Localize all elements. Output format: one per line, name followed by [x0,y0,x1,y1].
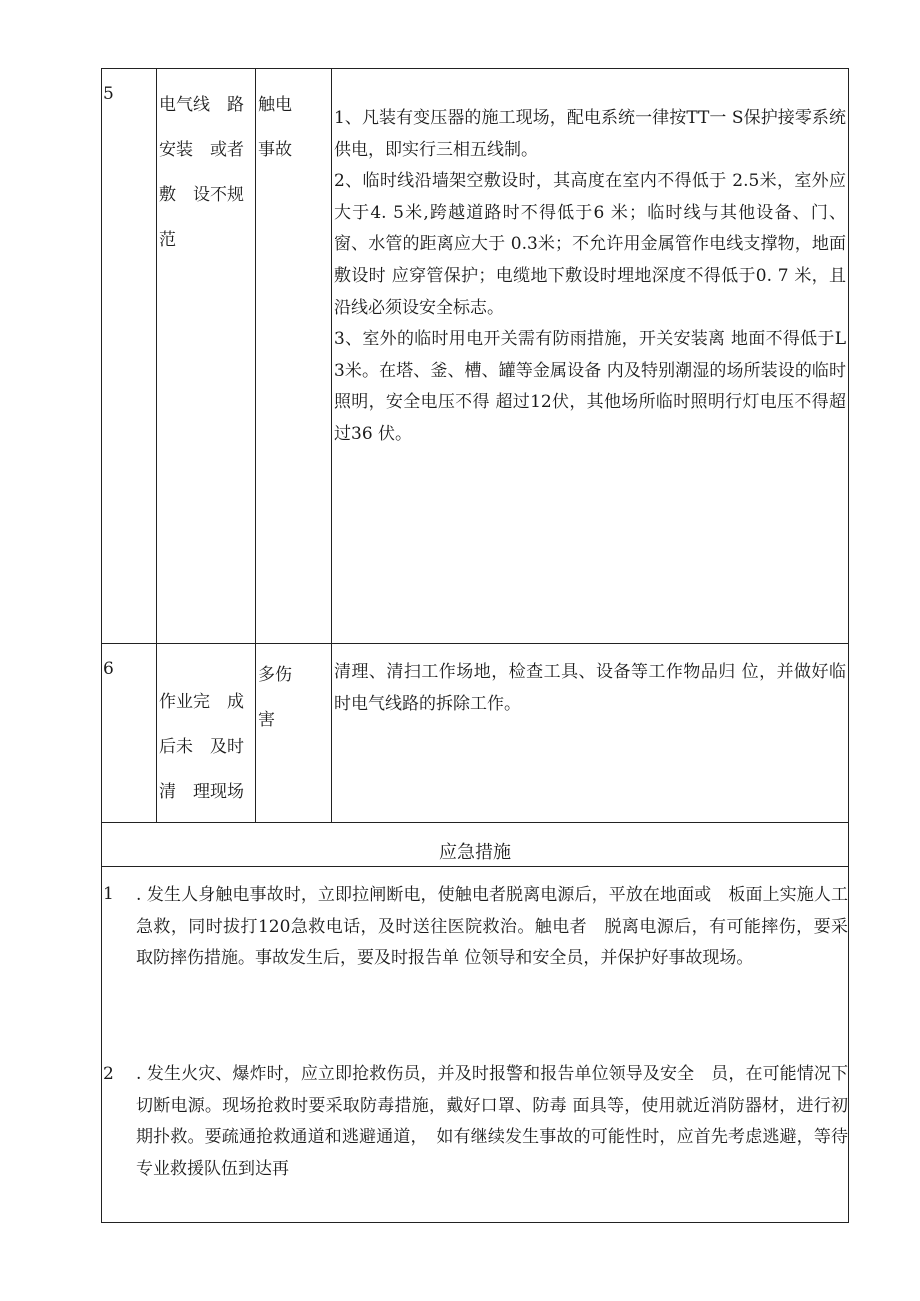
measures-cell [334,657,846,720]
emergency-item-number: 1 [103,884,114,904]
task-line: 电气线 路 [159,95,244,115]
measure-paragraph: 1、凡装有变压器的施工现场，配电系统一律按TT一 S保护接零系统供电，即实行三相五线制。 [334,108,846,160]
task-line: 作业完 成 [159,692,244,712]
task-cell [159,680,255,815]
hazard-line: 害 [258,710,275,730]
emergency-item-text: . 发生人身触电事故时，立即拉闸断电，使触电者脱离电源后，平放在地面或 板面上实施人工急救，同时拔打120急救电话，及时送往医院救治。触电者 脱离电源后，有可能摔伤，要采取防摔伤措施。事故发生后，要及时报告单 位领导和安全员，并保护好事故现场。 [136,885,848,968]
measure-paragraph: 2、临时线沿墙架空敷设时，其高度在室内不得低于 2.5米，室外应大于4. 5米,跨越道路时不得低于6 米；临时线与其他设备、门、窗、水管的距离应大于 0.3米；不允许用金属管作电线支撑物，地面敷设时 应穿管保护；电缆地下敷设时埋地深度不得低于0. 7 米，且沿线必须设安全标志。 [334,171,846,318]
task-line: 安装 或者 [159,140,244,160]
emergency-item-text: . 发生火灾、爆炸时，应立即抢救伤员，并及时报警和报告单位领导及安全 员，在可能情况下切断电源。现场抢救时要采取防毒措施，戴好口罩、防毒 面具等，使用就近消防器材，进行初期扑救。要疏通抢救通道和逃避通道， 如有继续发生事故的可能性时，应首先考虑逃避，等待专业救援队伍到达再 [136,1064,848,1179]
task-line: 清 理现场 [159,782,244,802]
emergency-title: 应急措施 [439,842,511,863]
emergency-item-number: 2 [103,1064,114,1084]
hazard-line: 多伤 [258,665,292,685]
row-number: 6 [103,659,114,679]
hazard-line: 事故 [258,140,292,160]
col-divider [255,68,256,823]
task-cell [159,83,255,263]
col-divider [331,68,332,823]
task-line: 后未 及时 [159,737,244,757]
hazard-line: 触电 [258,95,292,115]
measure-paragraph: 3、室外的临时用电开关需有防雨措施，开关安装离 地面不得低于L 3米。在塔、釜、槽、罐等金属设备 内及特别潮湿的场所装设的临时照明，安全电压不得 超过12伏，其他场所临时照明行灯电压不得超过36 伏。 [334,329,846,444]
task-line: 范 [159,230,176,250]
task-line: 敷 设不规 [159,185,244,205]
measures-cell [334,103,846,451]
row-divider [101,822,849,823]
col-divider [156,68,157,823]
row-divider [101,866,849,867]
row-number: 5 [103,84,114,104]
hazard-cell [258,653,330,743]
row-divider [101,643,849,644]
hazard-cell [258,83,330,173]
measure-paragraph: 清理、清扫工作场地，检查工具、设备等工作物品归 位，并做好临时电气线路的拆除工作。 [334,662,846,714]
